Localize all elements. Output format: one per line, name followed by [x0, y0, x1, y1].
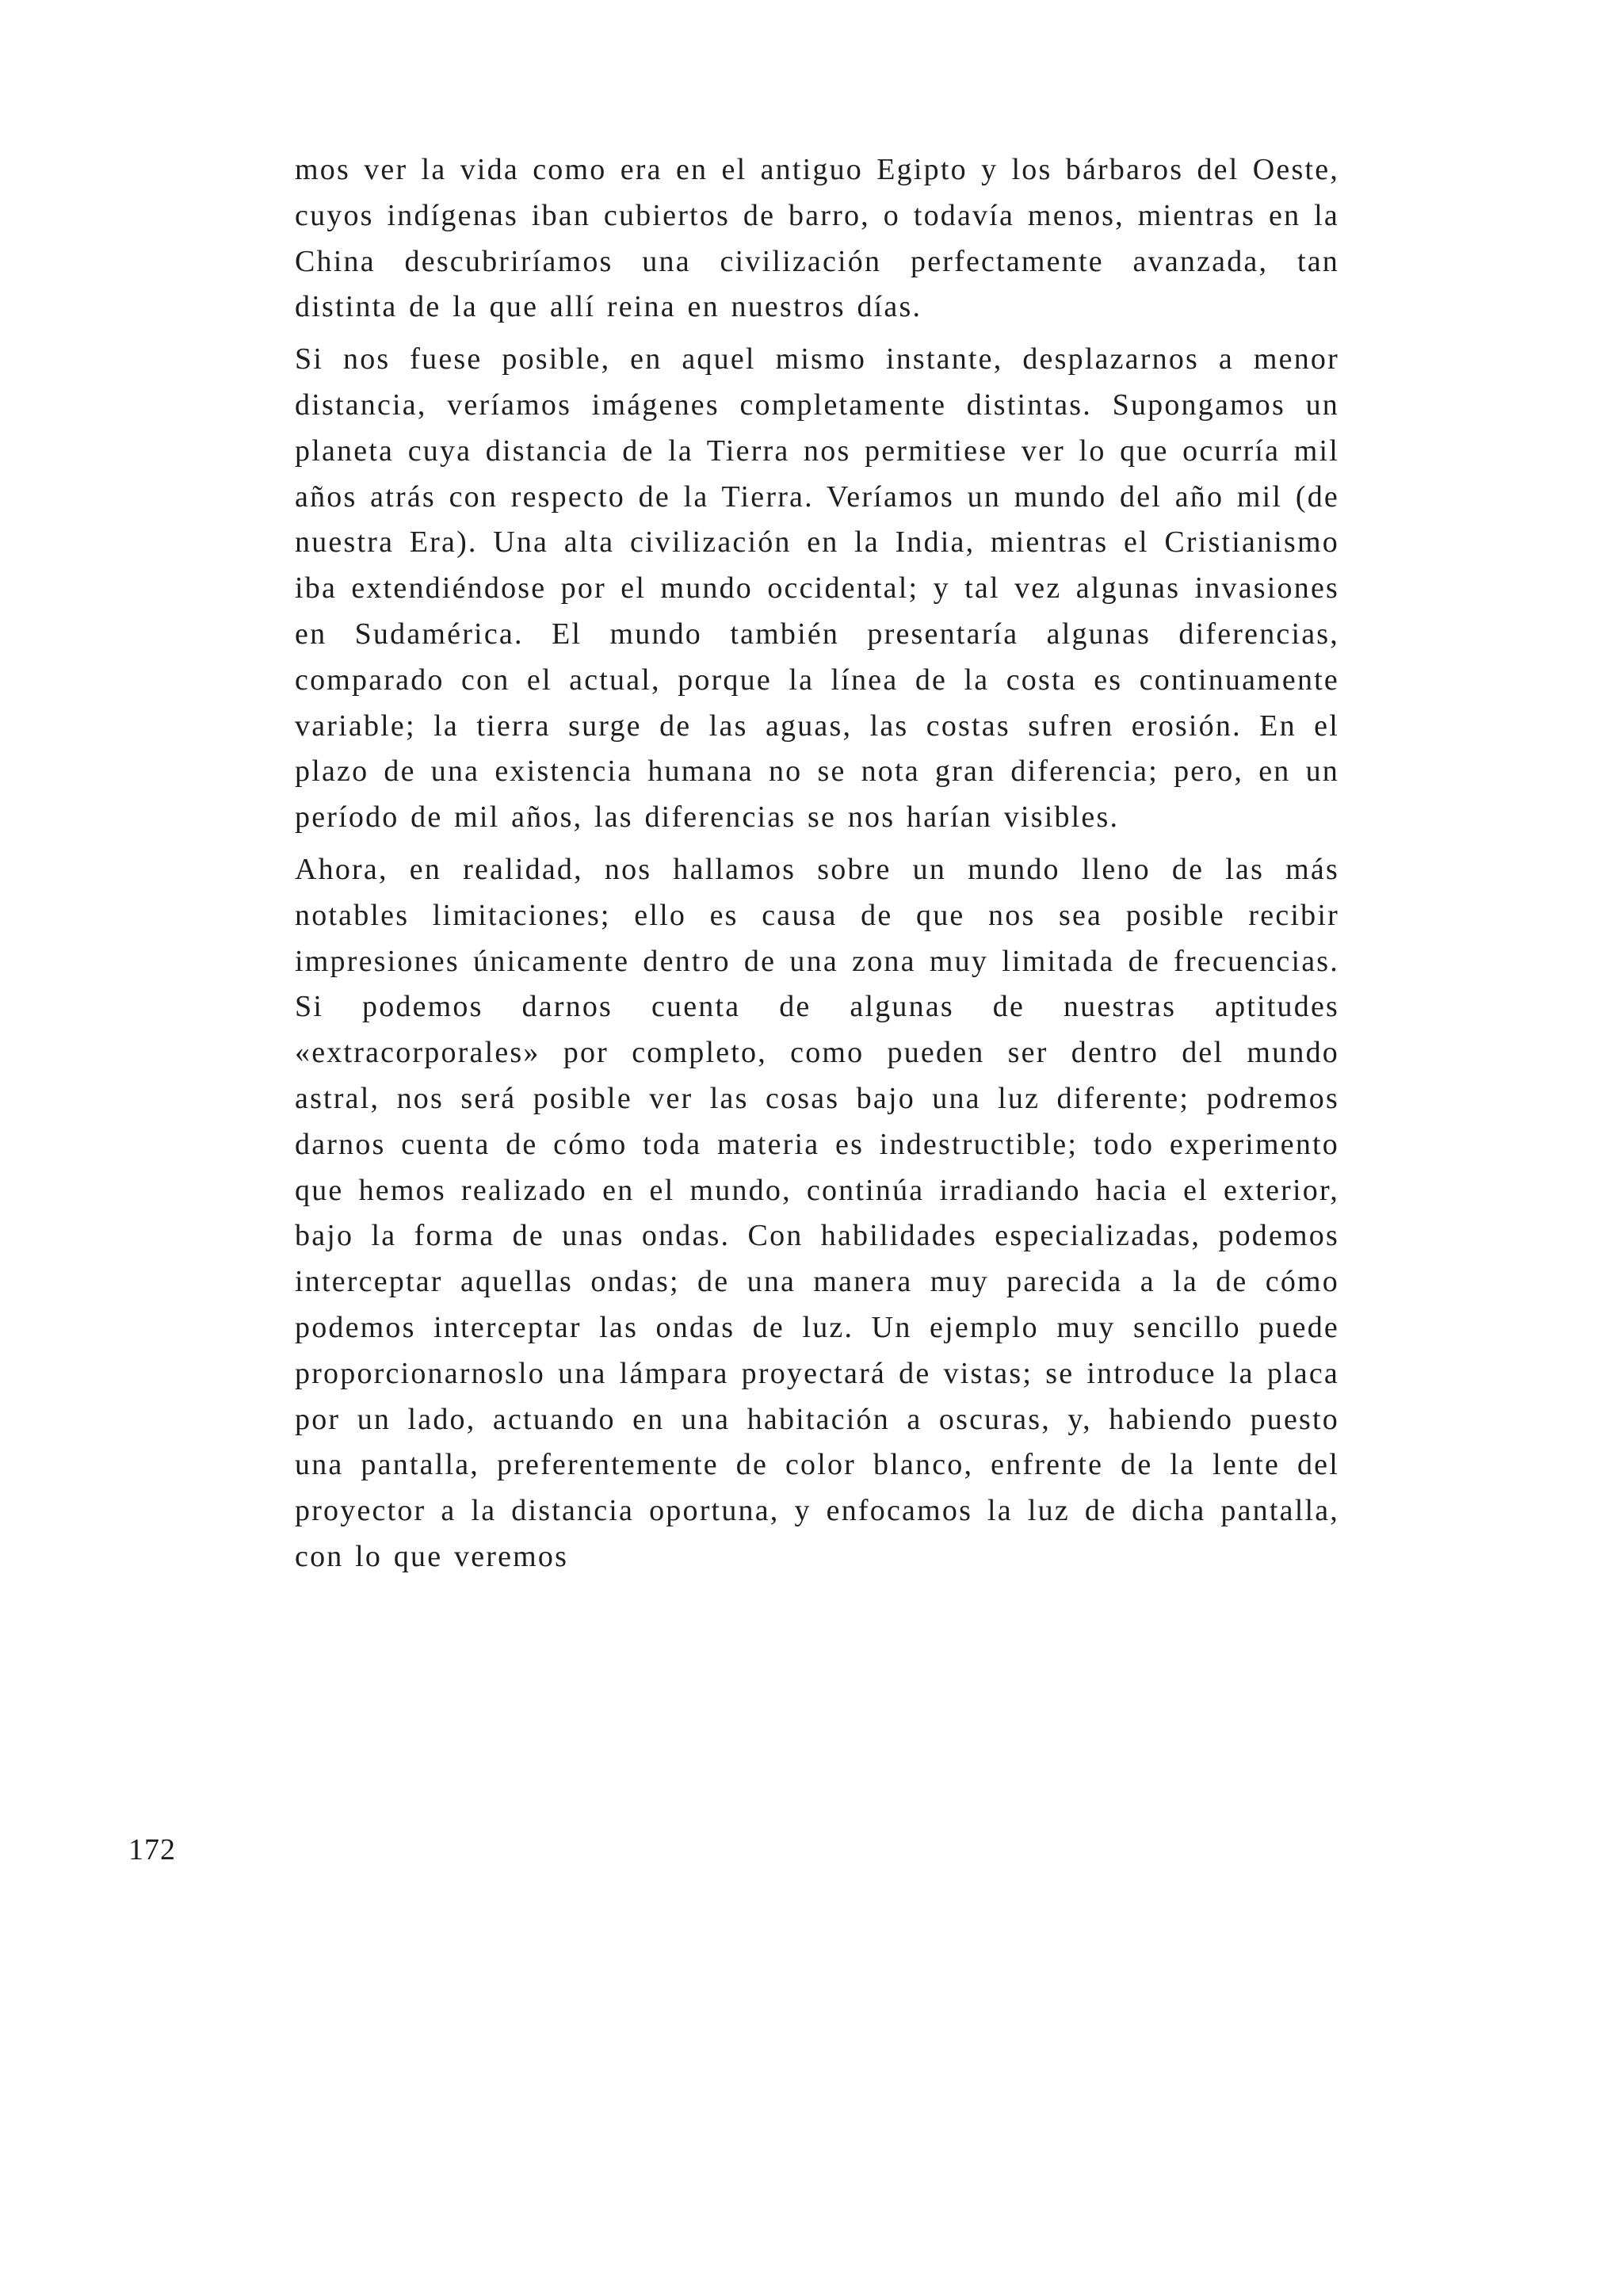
- paragraph-2: Si nos fuese posible, en aquel mismo instante, desplazarnos a menor distancia, veríamos imágenes completamente distintas. Supongamos un planeta cuya distancia de la Tierra nos permitiese ver lo que ocurría mil años atrás con respecto de la Tierra. Veríamos un mundo del año mil (de nuestra Era). Una alta civilización en la India, mientras el Cristianismo iba extendiéndose por el mundo occidental; y tal vez algunas invasiones en Sudamérica. El mundo también presentaría algunas diferencias, comparado con el actual, porque la línea de la costa es continuamente variable; la tierra surge de las aguas, las costas sufren erosión. En el plazo de una existencia humana no se nota gran diferencia; pero, en un período de mil años, las diferencias se nos harían visibles.: [295, 342, 1339, 835]
- page-number: 172: [128, 1833, 176, 1866]
- body-text: [295, 147, 1339, 1587]
- paragraph-3: Ahora, en realidad, nos hallamos sobre un mundo lleno de las más notables limitaciones; ello es causa de que nos sea posible recibir impresiones únicamente dentro de una zona muy limitada de frecuencias. Si podemos darnos cuenta de algunas de nuestras aptitudes «extracorporales» por completo, como pueden ser dentro del mundo astral, nos será posible ver las cosas bajo una luz diferente; podremos darnos cuenta de cómo toda materia es indestructible; todo experimento que hemos realizado en el mundo, continúa irradiando hacia el exterior, bajo la forma de unas ondas. Con habilidades especializadas, podemos interceptar aquellas ondas; de una manera muy parecida a la de cómo podemos interceptar las ondas de luz. Un ejemplo muy sencillo puede proporcionarnoslo una lámpara proyectará de vistas; se introduce la placa por un lado, actuando en una habitación a oscuras, y, habiendo puesto una pantalla, preferentemente de color blanco, enfrente de la lente del proyector a la distancia oportuna, y enfocamos la luz de dicha pantalla, con lo que veremos: [295, 852, 1339, 1573]
- paragraph-1: mos ver la vida como era en el antiguo Egipto y los bárbaros del Oeste, cuyos indígenas iban cubiertos de barro, o todavía menos, mientras en la China descubriríamos una civilización perfectamente avanzada, tan distinta de la que allí reina en nuestros días.: [295, 153, 1339, 324]
